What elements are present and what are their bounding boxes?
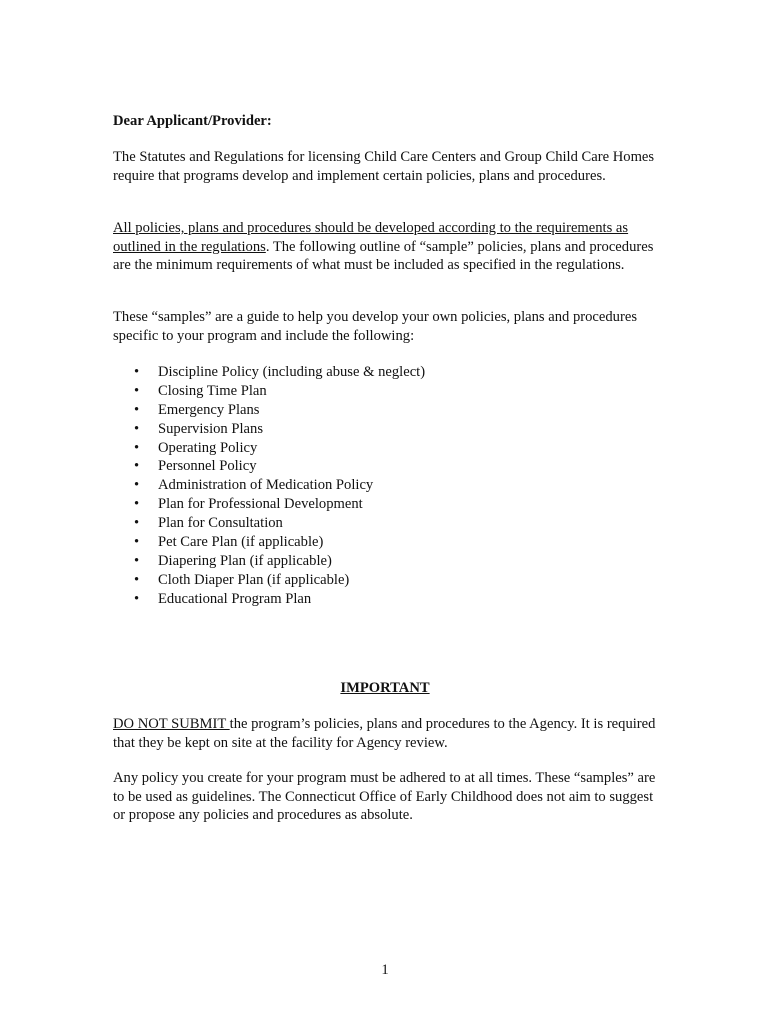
- bullet-icon: •: [134, 515, 140, 532]
- list-item: [113, 439, 663, 458]
- bullet-icon: •: [134, 534, 140, 551]
- list-item-label: Closing Time Plan: [158, 382, 267, 399]
- list-item: [113, 495, 663, 514]
- requirements-underlined-text: All policies, plans and procedures should be developed according to the requirements as outlined in the regulations: [113, 220, 629, 255]
- list-item: [113, 552, 663, 571]
- list-item-label: Plan for Consultation: [158, 515, 283, 532]
- bullet-icon: •: [134, 458, 140, 475]
- list-item-label: Operating Policy: [158, 439, 258, 456]
- bullet-icon: •: [134, 571, 140, 588]
- do-not-submit-underlined-text: DO NOT SUBMIT: [113, 716, 230, 732]
- do-not-submit-text: the program’s policies, plans and procedures to the Agency. It is required that they be kept on site at the facility for Agency review.: [113, 716, 656, 751]
- requirements-text: . The following outline of “sample” policies, plans and procedures are the minimum requirements of what must be included as specified in the regulations.: [113, 238, 654, 274]
- bullet-icon: •: [134, 420, 140, 437]
- intro-paragraph: The Statutes and Regulations for licensing Child Care Centers and Group Child Care Homes require that programs develop and implement certain policies, plans and procedures.: [113, 149, 655, 184]
- bullet-icon: •: [134, 364, 140, 380]
- list-item: [113, 401, 663, 420]
- list-item: [113, 382, 663, 401]
- do-not-submit-paragraph: [113, 715, 663, 752]
- bullet-icon: •: [134, 477, 140, 494]
- list-item-label: Discipline Policy (including abuse & neglect): [158, 364, 426, 380]
- bullet-icon: •: [134, 401, 140, 418]
- list-item: [113, 514, 663, 533]
- important-heading-text: IMPORTANT: [340, 680, 430, 696]
- list-item: [113, 590, 663, 609]
- list-item-label: Administration of Medication Policy: [158, 477, 374, 494]
- list-item-label: Supervision Plans: [158, 420, 263, 437]
- list-item: [113, 420, 663, 439]
- page-number: 1: [381, 962, 389, 978]
- bullet-icon: •: [134, 382, 140, 399]
- guidelines-paragraph: Any policy you create for your program must be adhered to at all times. These “samples” are to be used as guidelines. The Connecticut Office of Early Childhood does not aim to suggest or propose any policies and procedures as absolute.: [113, 770, 656, 824]
- list-item: [113, 476, 663, 495]
- bullet-icon: •: [134, 552, 140, 569]
- list-item: [113, 363, 663, 382]
- list-item-label: Diapering Plan (if applicable): [158, 552, 332, 569]
- list-item-label: Plan for Professional Development: [158, 496, 363, 513]
- bullet-icon: •: [134, 590, 140, 607]
- list-item: [113, 457, 663, 476]
- list-item-label: Pet Care Plan (if applicable): [158, 534, 324, 551]
- samples-paragraph: These “samples” are a guide to help you develop your own policies, plans and procedures specific to your program and include the following:: [113, 309, 637, 344]
- policy-bullet-list: [113, 363, 663, 609]
- important-heading: [0, 679, 770, 698]
- bullet-icon: •: [134, 439, 140, 456]
- greeting: Dear Applicant/Provider:: [113, 113, 272, 129]
- requirements-paragraph: [113, 219, 663, 275]
- list-item-label: Educational Program Plan: [158, 590, 312, 607]
- list-item-label: Personnel Policy: [158, 458, 257, 475]
- list-item-label: Cloth Diaper Plan (if applicable): [158, 571, 350, 588]
- list-item: [113, 571, 663, 590]
- bullet-icon: •: [134, 496, 140, 513]
- list-item: [113, 533, 663, 552]
- list-item-label: Emergency Plans: [158, 401, 260, 418]
